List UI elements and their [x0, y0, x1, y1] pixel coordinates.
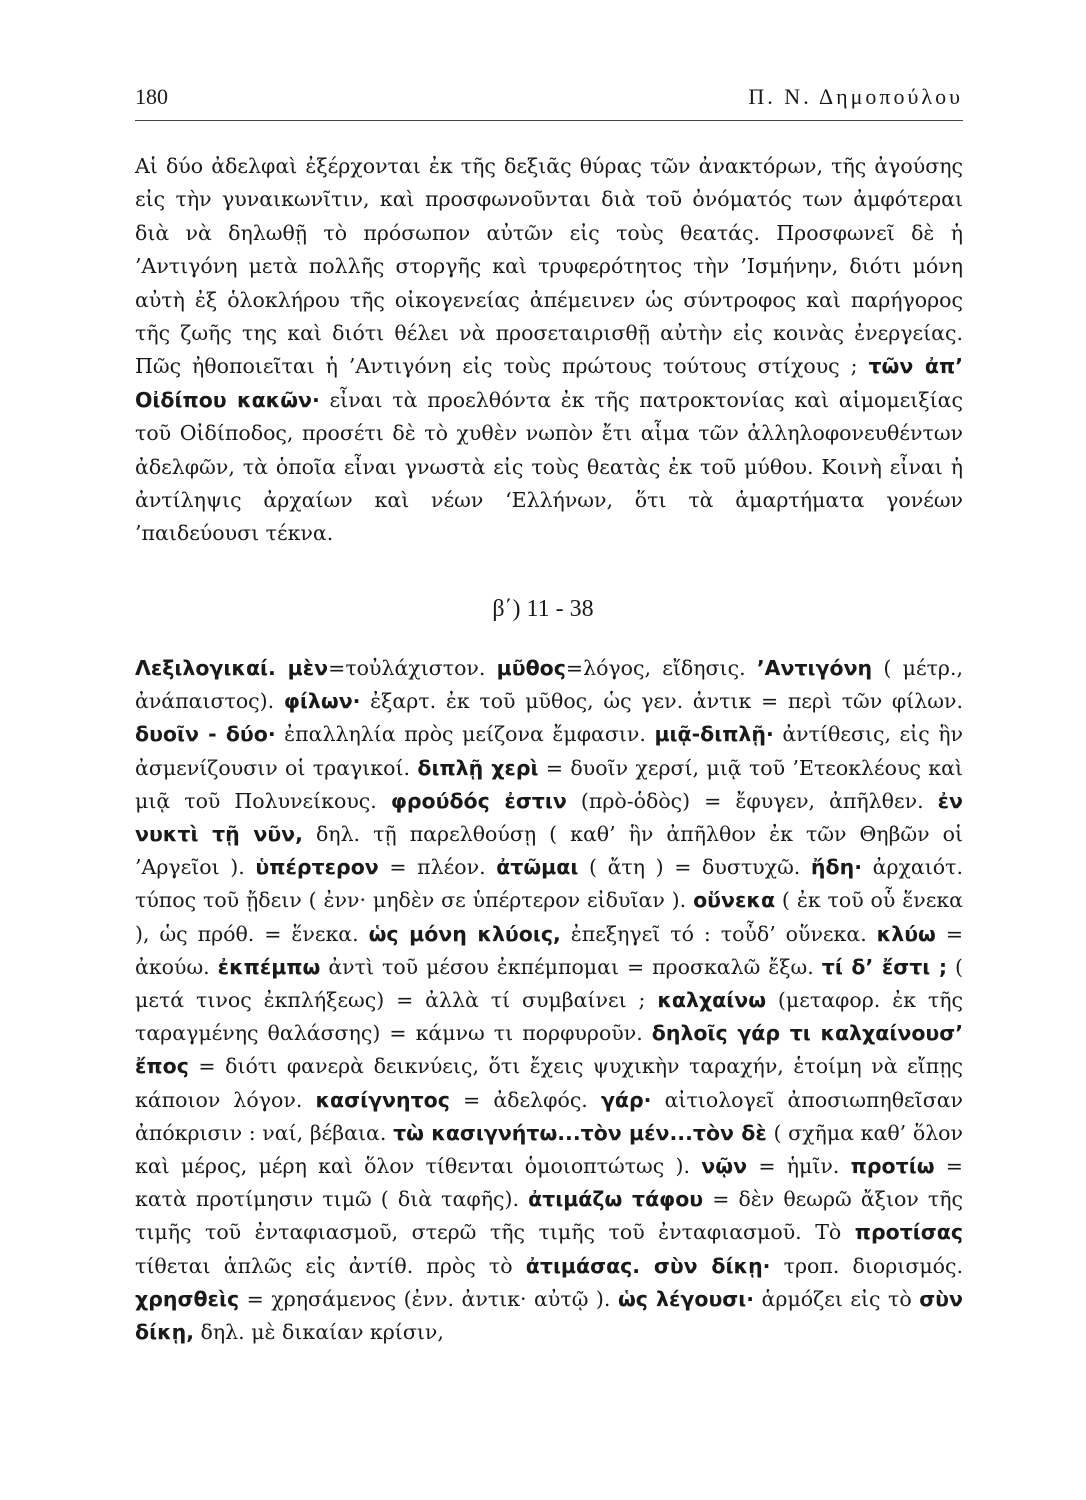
text-run: δηλ. τῇ παρελθούσῃ ( καθ’ ἣν ἀπῆλθον ἐκ τῶν Θηβῶν οἱ ’Αργεῖοι ).: [135, 822, 963, 880]
text-run: = κατὰ προτίμησιν τιμῶ ( διὰ ταφῆς).: [135, 1154, 963, 1212]
page-header: [135, 84, 963, 121]
text-run: =λόγος, εἴδησις.: [565, 656, 757, 680]
text-run: (μεταφορ. ἐκ τῆς ταραγμένης θαλάσσης) = κάμνω τι πορφυροῦν.: [135, 988, 963, 1046]
text-run: αἰτιολογεῖ ἀποσιωπηθεῖσαν ἀπόκρισιν : ναί, βέβαια.: [135, 1087, 964, 1145]
section-title: β΄) 11 - 38: [492, 596, 594, 622]
text-run: (πρὸ-ὁδὸς) = ἔφυγεν, ἀπῆλθεν.: [566, 788, 938, 813]
text-run: ( ἐκ τοῦ οὗ ἕνεκα ), ὡς πρόθ. = ἕνεκα.: [135, 888, 963, 946]
lexical-notes-paragraph: [135, 652, 963, 1349]
text-run: ( μέτρ., ἀνάπαιστος).: [135, 656, 964, 714]
lemma-term: προτίσας: [854, 1220, 963, 1245]
text-run: τροπ. διορισμός.: [770, 1253, 963, 1278]
text-run: = χρησάμενος (ἐνν. ἀντικ· αὐτῷ ).: [239, 1286, 618, 1311]
text-run: = δὲν θεωρῶ ἄξιον τῆς τιμῆς τοῦ ἐνταφιασμοῦ, στερῶ τῆς τιμῆς τοῦ ἐνταφιασμοῦ. Τὸ: [135, 1187, 963, 1245]
text-run: = ἡμῖν.: [747, 1154, 851, 1179]
lemma-term: δηλοῖς γάρ τι καλχαίνουσ’ ἔπος: [135, 1021, 964, 1079]
lemma-term: τῶν ἀπ’ Οἰδίπου κακῶν·: [135, 354, 963, 412]
text-run: ( μετά τινος ἐκπλήξεως) = ἀλλὰ τί συμβαίνει ;: [135, 954, 964, 1013]
lemma-term: φίλων·: [283, 689, 361, 714]
lemma-term: ἀτιμάζω τάφου: [528, 1187, 704, 1212]
text-run: = πλέον.: [378, 855, 497, 880]
text-run: = δυοῖν χερσί, μιᾷ τοῦ ’Ετεοκλέους καὶ μιᾷ τοῦ Πολυνείκους.: [135, 755, 964, 813]
text-run: ἀρχαιότ. τύπος τοῦ ᾔδειν ( ἐνν· μηδὲν σε ὑπέρτερον εἰδυῖαν ).: [135, 855, 963, 913]
lemma-term: μῦθος: [496, 656, 566, 680]
lemma-term: τί δ’ ἔστι ;: [821, 954, 948, 979]
lemma-term: σὺν δίκῃ,: [135, 1286, 963, 1345]
text-run: ἁρμόζει εἰς τὸ: [754, 1286, 920, 1311]
text-run: Αἱ δύο ἀδελφαὶ ἐξέρχονται ἐκ τῆς δεξιᾶς θύρας τῶν ἀνακτόρων, τῆς ἀγούσης εἰς τὴν γυναικωνῖτιν, καὶ προσφωνοῦνται διὰ τοῦ ὀνόματός των ἀμφότεραι διὰ νὰ δηλωθῇ τὸ πρόσωπον αὐτῶν εἰς τοὺς θεατάς. Προσφωνεῖ δὲ ἡ ’Αντιγόνη μετὰ πολλῆς στοργῆς καὶ τρυφερότητος τὴν ’Ισμήνην, διότι μόνη αὐτὴ ἐξ ὁλοκλήρου τῆς οἰκογενείας ἀπέμεινεν ὡς σύντροφος καὶ παρήγορος τῆς ζωῆς της καὶ διότι θέλει νὰ προσεταιρισθῇ αὐτὴν εἰς κοινὰς ἐνεργείας. Πῶς ἠθοποιεῖται ἡ ’Αντιγόνη εἰς τοὺς πρώτους τούτους στίχους ;: [135, 154, 963, 379]
text-run: = ἀκούω.: [135, 921, 963, 979]
lemma-term: καλχαίνω: [657, 988, 767, 1013]
text-run: ἀντίθεσις, εἰς ἣν ἀσμενίζουσιν οἱ τραγικοί.: [135, 722, 963, 780]
lemma-term: κλύω: [876, 921, 936, 946]
text-run: ( ἄτη ) = δυστυχῶ.: [578, 855, 811, 880]
lemma-term: διπλῇ χερὶ: [417, 755, 539, 780]
lemma-term: ἀτιμάσας. σὺν δίκῃ·: [525, 1253, 771, 1278]
text-run: τίθεται ἁπλῶς εἰς ἀντίθ. πρὸς τὸ: [135, 1253, 526, 1278]
lemma-term: Λεξιλογικαί. μὲν: [135, 656, 329, 680]
lemma-term: ἀτῶμαι: [496, 855, 579, 880]
page-number: 180: [135, 84, 168, 109]
lemma-term: οὕνεκα: [693, 888, 776, 913]
text-run: ἐπαλληλία πρὸς μείζονα ἔμφασιν.: [275, 722, 655, 747]
text-run: ( σχῆμα καθ’ ὅλον καὶ μέρος, μέρη καὶ ὅλον τίθενται ὁμοιοπτώτως ).: [135, 1120, 963, 1179]
lemma-term: ἐν νυκτὶ τῇ νῦν,: [135, 788, 963, 847]
lemma-term: ὡς λέγουσι·: [617, 1286, 755, 1311]
lemma-term: ὡς μόνη κλύοις,: [368, 921, 561, 946]
lemma-term: νῷν: [701, 1154, 748, 1179]
text-run: = ἀδελφός.: [449, 1087, 601, 1112]
lemma-term: χρησθεὶς: [135, 1286, 240, 1311]
text-run: ἐπεξηγεῖ τό : τοὖδ’ οὕνεκα.: [560, 921, 877, 946]
lemma-term: ἐκπέμπω: [217, 954, 321, 979]
lemma-term: προτίω: [850, 1154, 935, 1179]
text-run: ἀντὶ τοῦ μέσου ἐκπέμπομαι = προσκαλῶ ἔξω.: [320, 954, 822, 979]
lemma-term: δυοῖν - δύο·: [135, 722, 276, 747]
text-run: δηλ. μὲ δικαίαν κρίσιν,: [194, 1320, 444, 1345]
lemma-term: ’Αντιγόνη: [756, 656, 873, 680]
lemma-term: ἤδη·: [810, 855, 862, 880]
text-run: = διότι φανερὰ δεικνύεις, ὅτι ἔχεις ψυχικὴν ταραχήν, ἑτοίμη νὰ εἴπῃς κάποιον λόγον.: [135, 1054, 963, 1112]
lemma-term: ὑπέρτερον: [255, 855, 379, 880]
lemma-term: τὼ κασιγνήτω...τὸν μέν...τὸν δὲ: [393, 1120, 767, 1145]
text-run: =τοὐλάχιστον.: [328, 656, 497, 680]
lemma-term: γάρ·: [600, 1087, 652, 1112]
running-head: Π. Ν. Δημοπούλου: [748, 84, 963, 109]
lemma-term: κασίγνητος: [315, 1087, 450, 1112]
lemma-term: μιᾷ-διπλῇ·: [654, 722, 774, 747]
text-run: εἶναι τὰ προελθόντα ἐκ τῆς πατροκτονίας καὶ αἱμομειξίας τοῦ Οἰδίποδος, προσέτι δὲ τὸ χυθὲν νωπὸν ἔτι αἷμα τῶν ἀλληλοφονευθέντων ἀδελφῶν, τὰ ὁποῖα εἶναι γνωστὰ εἰς τοὺς θεατὰς ἐκ τοῦ μύθου. Κοινὴ εἶναι ἡ ἀντίληψις ἀρχαίων καὶ νέων ‘Ελλήνων, ὅτι τὰ ἁμαρτήματα γονέων ’παιδεύουσι τέκνα.: [135, 387, 963, 546]
intro-paragraph: [135, 150, 963, 551]
text-run: ἐξαρτ. ἐκ τοῦ μῦθος, ὡς γεν. ἀντικ = περὶ τῶν φίλων.: [360, 689, 963, 714]
lemma-term: φρούδός ἐστιν: [390, 788, 567, 813]
